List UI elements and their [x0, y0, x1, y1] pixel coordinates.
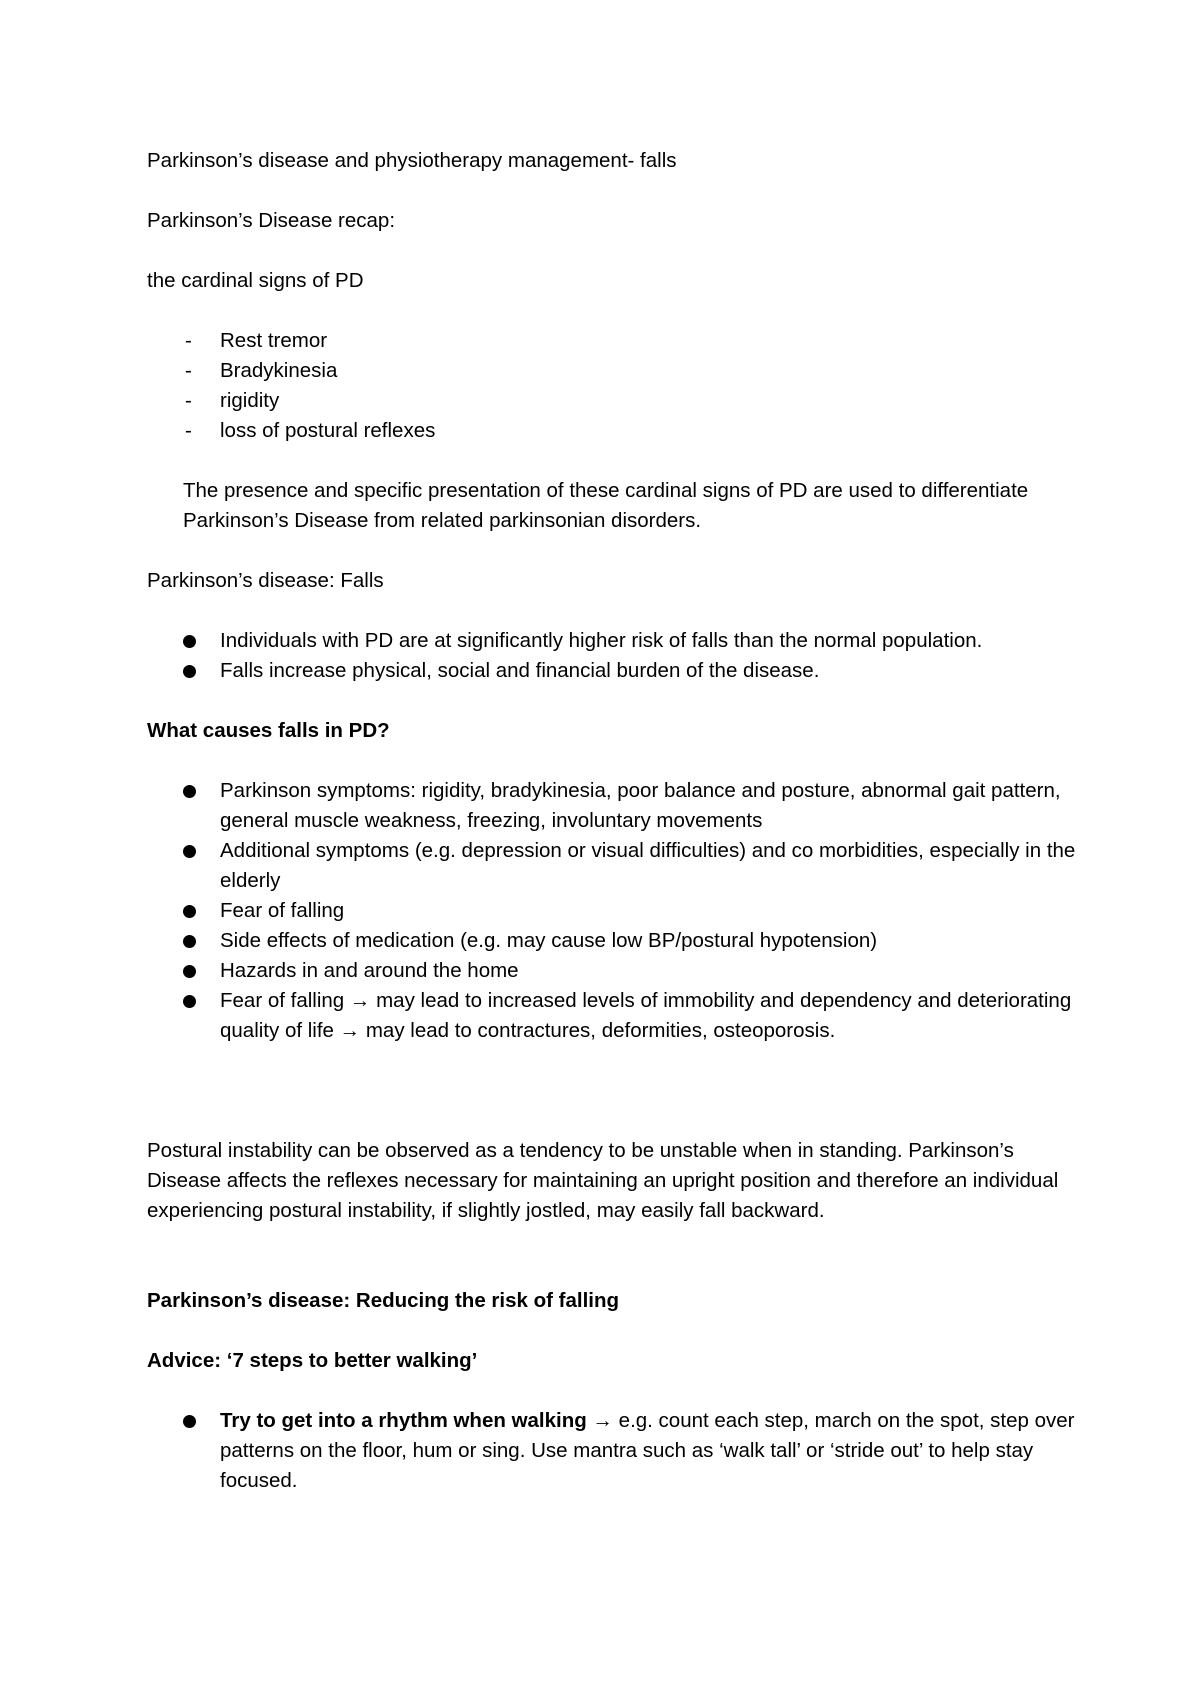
list-item-text: Parkinson symptoms: rigidity, bradykinesia, poor balance and posture, abnormal gait pattern, general muscle weakness, freezing, involuntary movements — [220, 779, 1061, 832]
spacer — [147, 1076, 1077, 1136]
list-item-text: Individuals with PD are at significantly higher risk of falls than the normal population. — [220, 629, 983, 652]
bullet-icon — [183, 1415, 196, 1428]
list-item-text: rigidity — [220, 389, 280, 412]
list-item — [147, 656, 1077, 686]
postural-instability-paragraph: Postural instability can be observed as a tendency to be unstable when in standing. Parkinson’s Disease affects the reflexes necessary for maintaining an upright position and therefore an individual experiencing postural instability, if slightly jostled, may easily fall backward. — [147, 1139, 1059, 1222]
bullet-icon — [183, 995, 196, 1008]
list-item — [147, 776, 1077, 836]
falls-heading: Parkinson’s disease: Falls — [147, 569, 384, 592]
dash-marker: - — [185, 329, 192, 352]
list-item — [147, 1406, 1077, 1496]
advice-list — [147, 1406, 1077, 1496]
bullet-icon — [183, 635, 196, 648]
bullet-icon — [183, 845, 196, 858]
list-item-text: Bradykinesia — [220, 359, 338, 382]
falls-list — [147, 626, 1077, 686]
list-item — [147, 986, 1077, 1046]
bullet-icon — [183, 965, 196, 978]
list-item-text: Hazards in and around the home — [220, 959, 519, 982]
list-item — [147, 836, 1077, 896]
bullet-icon — [183, 905, 196, 918]
causes-list — [147, 776, 1077, 1046]
list-item-text: Fear of falling → may lead to increased levels of immobility and dependency and deteriorating quality of life → may lead to contractures, deformities, osteoporosis. — [220, 989, 1072, 1042]
document-title: Parkinson’s disease and physiotherapy management- falls — [147, 149, 677, 172]
dash-marker: - — [185, 389, 192, 412]
bullet-icon — [183, 785, 196, 798]
reducing-risk-heading: Parkinson’s disease: Reducing the risk of falling — [147, 1289, 620, 1312]
bullet-icon — [183, 665, 196, 678]
dash-marker: - — [185, 419, 192, 442]
list-item — [147, 356, 1077, 386]
bullet-icon — [183, 935, 196, 948]
list-item — [147, 626, 1077, 656]
list-item — [147, 326, 1077, 356]
list-item-text: Fear of falling — [220, 899, 345, 922]
cardinal-signs-list — [147, 326, 1077, 446]
advice-point-bold: Try to get into a rhythm when walking → — [220, 1409, 613, 1432]
list-item-text: Falls increase physical, social and financial burden of the disease. — [220, 659, 820, 682]
document-body — [147, 146, 1077, 1526]
advice-point-text: e.g. count each step, march on the spot, step over patterns on the floor, hum or sing. Use mantra such as ‘walk tall’ or ‘stride out’ to help stay focused. — [220, 1409, 1075, 1492]
list-item — [147, 386, 1077, 416]
list-item — [147, 926, 1077, 956]
recap-heading: Parkinson’s Disease recap: — [147, 209, 396, 232]
list-item — [147, 956, 1077, 986]
advice-heading: Advice: ‘7 steps to better walking’ — [147, 1349, 478, 1372]
dash-marker: - — [185, 359, 192, 382]
list-item-text: Additional symptoms (e.g. depression or visual difficulties) and co morbidities, especially in the elderly — [220, 839, 1076, 892]
list-item-text: Rest tremor — [220, 329, 328, 352]
spacer — [147, 1256, 1077, 1286]
list-item — [147, 896, 1077, 926]
cardinal-intro: the cardinal signs of PD — [147, 269, 364, 292]
causes-heading: What causes falls in PD? — [147, 719, 390, 742]
list-item-text: Side effects of medication (e.g. may cause low BP/postural hypotension) — [220, 929, 878, 952]
cardinal-note: The presence and specific presentation of these cardinal signs of PD are used to differentiate Parkinson’s Disease from related parkinsonian disorders. — [183, 479, 1029, 532]
list-item — [147, 416, 1077, 446]
list-item-text: loss of postural reflexes — [220, 419, 436, 442]
